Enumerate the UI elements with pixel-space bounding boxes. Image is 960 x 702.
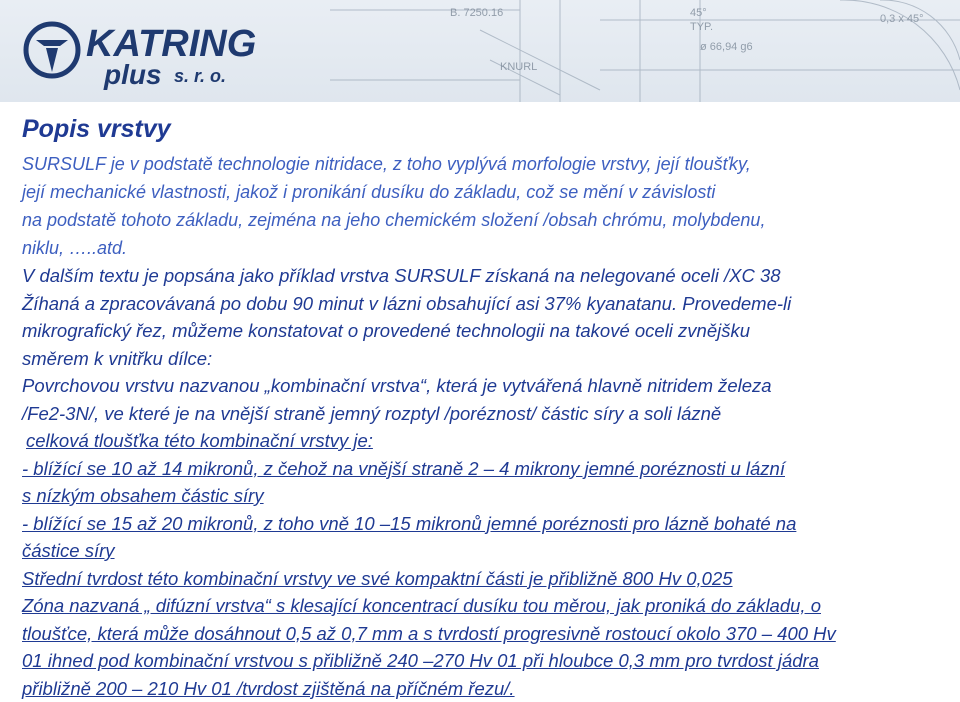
intro-paragraph xyxy=(22,150,942,262)
body-line: směrem k vnitřku dílce: xyxy=(22,345,942,373)
body-line-underlined: přibližně 200 – 210 Hv 01 /tvrdost zjištěná na příčném řezu/. xyxy=(22,675,942,702)
drawing-label: 0,3 x 45° xyxy=(880,13,924,25)
body-line-underlined: Střední tvrdost této kombinační vrstvy ve své kompaktní části je přibližně 800 Hv 0,025 xyxy=(22,565,942,593)
logo-emblem-icon xyxy=(26,24,78,76)
intro-line: niklu, …..atd. xyxy=(22,234,942,262)
page-title: Popis vrstvy xyxy=(22,114,942,144)
header-banner xyxy=(0,0,960,102)
drawing-label: 45° xyxy=(690,7,707,19)
drawing-label: KNURL xyxy=(500,61,537,73)
logo-suffix: s. r. o. xyxy=(174,66,226,86)
drawing-label: B. 7250.16 xyxy=(450,7,503,19)
body-line-underlined: částice síry xyxy=(22,537,942,565)
body-line-underlined: celková tloušťka této kombinační vrstvy je: xyxy=(22,427,942,455)
intro-line: SURSULF je v podstatě technologie nitridace, z toho vyplývá morfologie vrstvy, její tloušťky, xyxy=(22,150,942,178)
body-line-underlined: - blížící se 10 až 14 mikronů, z čehož na vnější straně 2 – 4 mikrony jemné poréznosti u lázní xyxy=(22,455,942,483)
body-paragraph xyxy=(22,262,942,702)
katring-logo xyxy=(16,16,316,96)
body-line-underlined: s nízkým obsahem částic síry xyxy=(22,482,942,510)
body-line: /Fe2-3N/, ve které je na vnější straně jemný rozptyl /poréznost/ částic síry a soli lázně xyxy=(22,400,942,428)
drawing-label: ø 66,94 g6 xyxy=(700,41,753,53)
body-line-underlined: 01 ihned pod kombinační vrstvou s přibližně 240 –270 Hv 01 při hloubce 0,3 mm pro tvrdost jádra xyxy=(22,647,942,675)
intro-line: její mechanické vlastnosti, jakož i pronikání dusíku do základu, což se mění v závislosti xyxy=(22,178,942,206)
body-line-underlined: tloušťce, která může dosáhnout 0,5 až 0,7 mm a s tvrdostí progresivně rostoucí okolo 370 – 400 Hv xyxy=(22,620,942,648)
drawing-label: TYP. xyxy=(690,21,713,33)
logo-subtext: plus xyxy=(103,59,162,90)
body-line: Žíhaná a zpracovávaná po dobu 90 minut v lázni obsahující asi 37% kyanatanu. Provedeme-li xyxy=(22,290,942,318)
body-line-underlined: - blížící se 15 až 20 mikronů, z toho vně 10 –15 mikronů jemné poréznosti pro lázně bohaté na xyxy=(22,510,942,538)
logo-text: KATRING xyxy=(86,23,256,65)
body-line-underlined: Zóna nazvaná „ difúzní vrstva“ s klesající koncentrací dusíku tou měrou, jak proniká do základu, o xyxy=(22,592,942,620)
body-line: V dalším textu je popsána jako příklad vrstva SURSULF získaná na nelegované oceli /XC 38 xyxy=(22,262,942,290)
body-line: Povrchovou vrstvu nazvanou „kombinační vrstva“, která je vytvářená hlavně nitridem železa xyxy=(22,372,942,400)
document-content xyxy=(22,114,942,702)
intro-line: na podstatě tohoto základu, zejména na jeho chemickém složení /obsah chrómu, molybdenu, xyxy=(22,206,942,234)
body-line: mikrografický řez, můžeme konstatovat o provedené technologii na takové oceli zvnějšku xyxy=(22,317,942,345)
